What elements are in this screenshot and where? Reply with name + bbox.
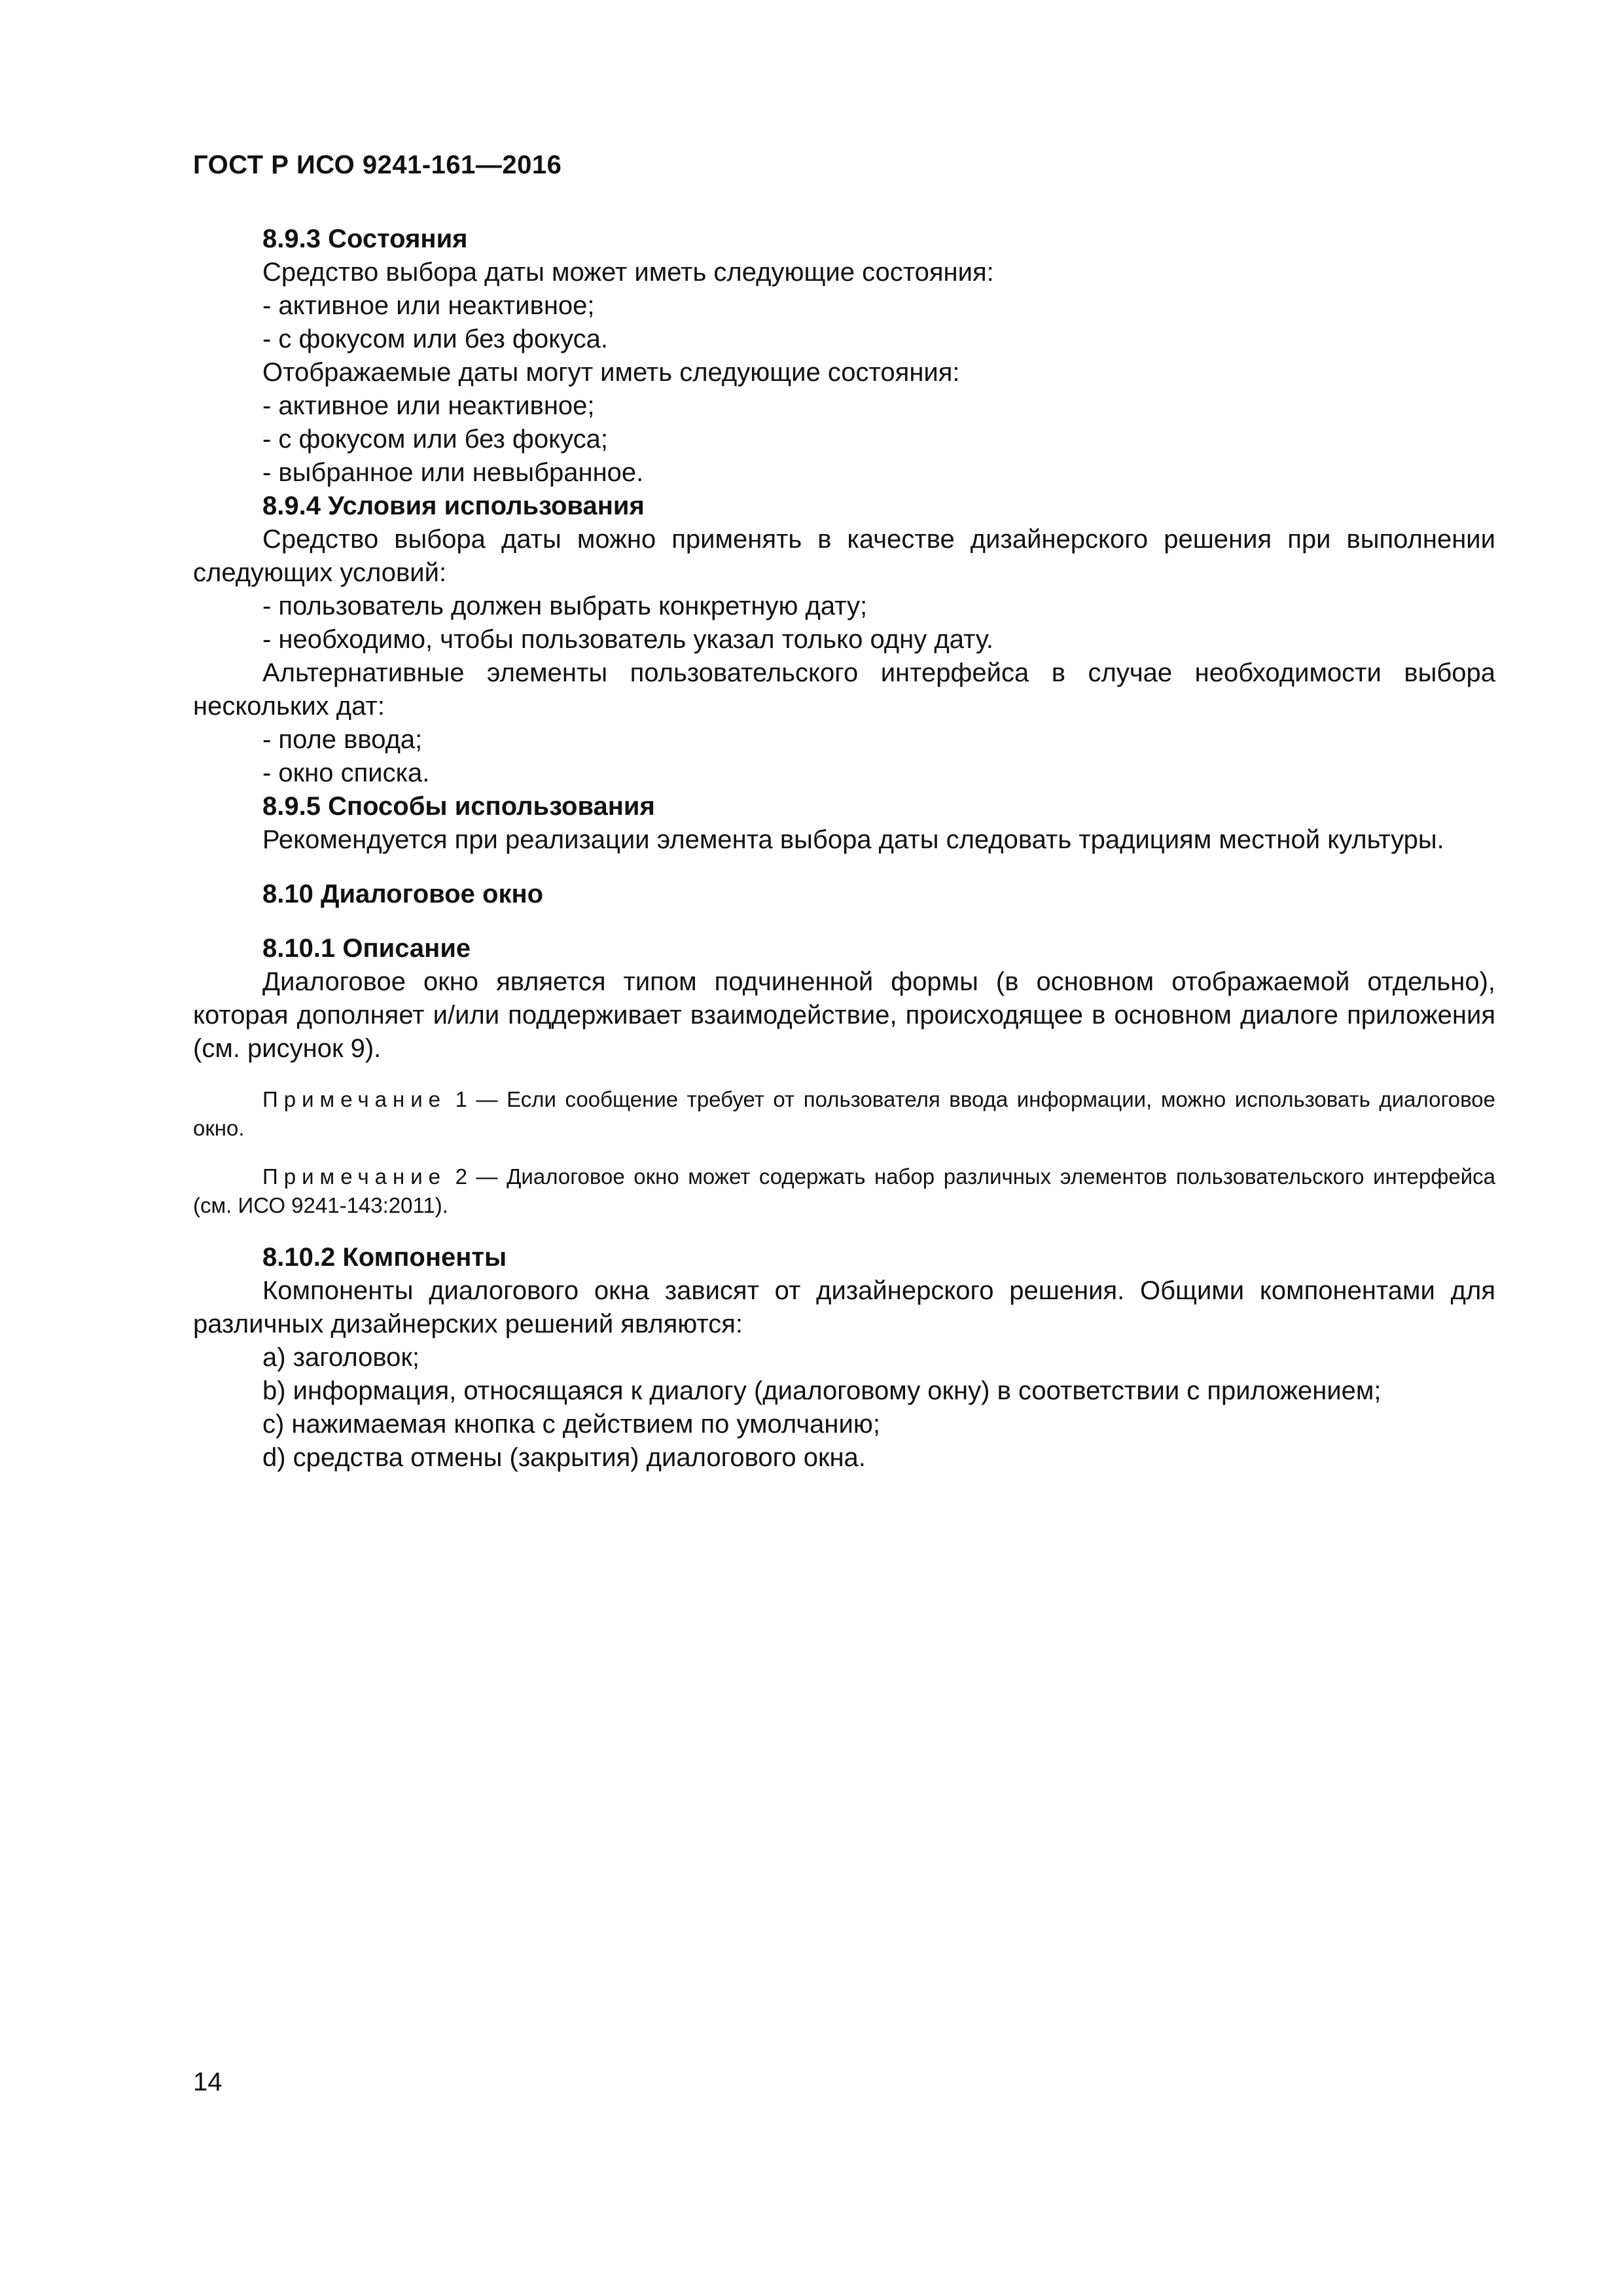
- list-item: - с фокусом или без фокуса;: [262, 425, 608, 454]
- section-heading-8-10-1: 8.10.1 Описание: [262, 934, 471, 963]
- note-text: 2 — Диалоговое окно может содержать набор различных элементов пользовательского интерфейса (см. ИСО 9241-143:2011).: [193, 1164, 1495, 1217]
- list-item: - окно списка.: [262, 759, 430, 787]
- paragraph: Средство выбора даты можно применять в качестве дизайнерского решения при выполнении следующих условий:: [193, 525, 1495, 587]
- note-label: Примечание: [262, 1164, 447, 1189]
- list-item: - активное или неактивное;: [262, 391, 595, 420]
- note-label: Примечание: [262, 1087, 447, 1111]
- list-item: a) заголовок;: [262, 1343, 420, 1372]
- paragraph: Рекомендуется при реализации элемента выбора даты следовать традициям местной культуры.: [262, 825, 1444, 854]
- list-item: - активное или неактивное;: [262, 291, 595, 320]
- section-heading-8-9-3: 8.9.3 Состояния: [262, 224, 468, 253]
- list-item: - пользователь должен выбрать конкретную дату;: [262, 592, 868, 620]
- paragraph: Средство выбора даты может иметь следующие состояния:: [262, 258, 994, 287]
- list-item: - необходимо, чтобы пользователь указал только одну дату.: [262, 625, 993, 654]
- list-item: b) информация, относящаяся к диалогу (диалоговому окну) в соответствии с приложением;: [262, 1376, 1382, 1405]
- list-item: d) средства отмены (закрытия) диалогового окна.: [262, 1443, 866, 1472]
- section-heading-8-9-4: 8.9.4 Условия использования: [262, 492, 645, 520]
- list-item: - поле ввода;: [262, 725, 423, 754]
- paragraph: Диалоговое окно является типом подчиненной формы (в основном отображаемой отдельно), которая дополняет и/или поддерживает взаимодействие, происходящее в основном диалоге приложения (см. рисунок 9).: [193, 967, 1495, 1063]
- list-item: c) нажимаемая кнопка с действием по умолчанию;: [262, 1410, 880, 1439]
- document-header: ГОСТ Р ИСО 9241-161—2016: [193, 151, 562, 179]
- section-heading-8-10: 8.10 Диалоговое окно: [262, 880, 544, 908]
- note-2: [193, 1162, 1495, 1220]
- note-text: 1 — Если сообщение требует от пользователя ввода информации, можно использовать диалоговое окно.: [193, 1087, 1495, 1140]
- page-number: 14: [193, 2068, 223, 2096]
- page-content: [193, 223, 1495, 1475]
- paragraph: Компоненты диалогового окна зависят от дизайнерского решения. Общими компонентами для различных дизайнерских решений являются:: [193, 1276, 1495, 1338]
- note-1: [193, 1085, 1495, 1143]
- paragraph: Альтернативные элементы пользовательского интерфейса в случае необходимости выбора нескольких дат:: [193, 658, 1495, 721]
- section-heading-8-9-5: 8.9.5 Способы использования: [262, 792, 655, 821]
- list-item: - выбранное или невыбранное.: [262, 458, 644, 487]
- list-item: - с фокусом или без фокуса.: [262, 325, 608, 353]
- section-heading-8-10-2: 8.10.2 Компоненты: [262, 1243, 507, 1272]
- paragraph: Отображаемые даты могут иметь следующие состояния:: [262, 358, 960, 387]
